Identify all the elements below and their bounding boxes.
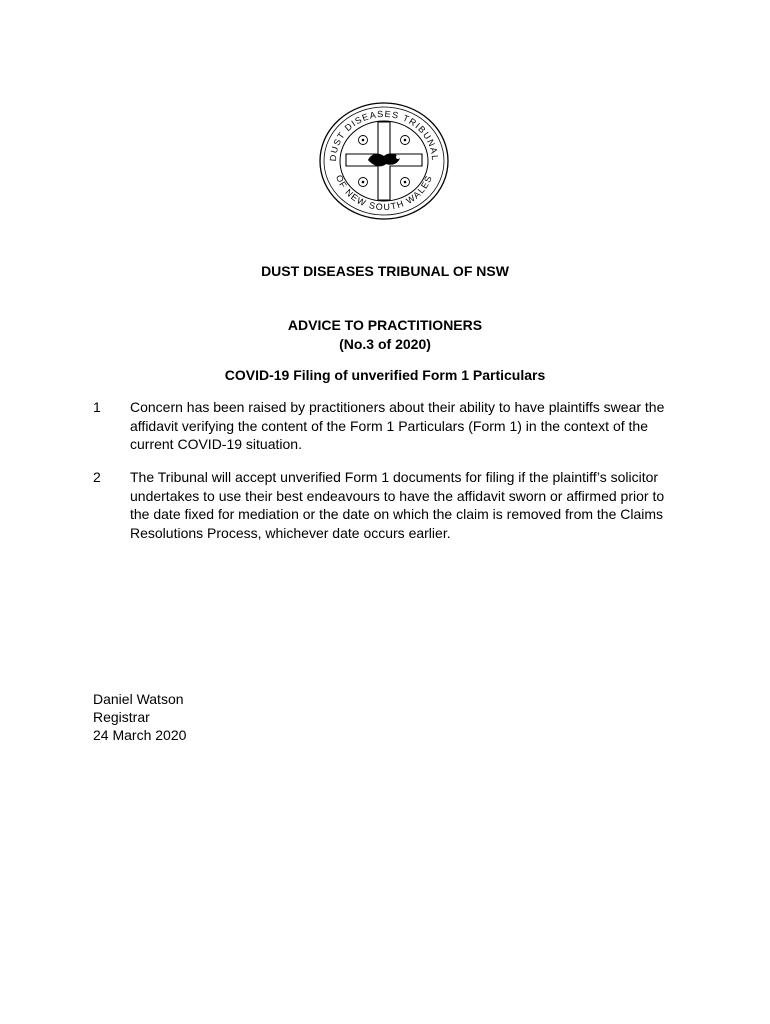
paragraph-number: 1 bbox=[93, 399, 101, 415]
paragraph-1 bbox=[93, 398, 683, 454]
tribunal-heading: DUST DISEASES TRIBUNAL OF NSW bbox=[261, 263, 509, 279]
advice-number: (No.3 of 2020) bbox=[339, 336, 431, 352]
tribunal-seal-icon bbox=[316, 100, 452, 222]
paragraph-text: The Tribunal will accept unverified Form 1 documents for filing if the plaintiff’s solicitor undertakes to use their best endeavours to have the affidavit sworn or affirmed prior to the date fixed for mediation or the date on which the claim is removed from the Claims Resolutions Process, whichever date occurs earlier. bbox=[130, 469, 665, 541]
signatory-name: Daniel Watson bbox=[93, 691, 184, 707]
signature-date: 24 March 2020 bbox=[93, 727, 187, 743]
paragraph-text: Concern has been raised by practitioners about their ability to have plaintiffs swear the affidavit verifying the content of the Form 1 Particulars (Form 1) in the context of the current COVID-19 situation. bbox=[130, 399, 665, 452]
paragraph-number: 2 bbox=[93, 469, 101, 485]
seal-ring-text-top: DUST DISEASES TRIBUNAL bbox=[327, 108, 441, 162]
paragraph-2 bbox=[93, 468, 683, 542]
advice-title: ADVICE TO PRACTITIONERS bbox=[287, 317, 483, 333]
signature-block bbox=[93, 690, 186, 744]
advice-subject: COVID-19 Filing of unverified Form 1 Particulars bbox=[224, 367, 546, 383]
seal-ring-text-bottom: OF NEW SOUTH WALES bbox=[333, 173, 435, 213]
signatory-title: Registrar bbox=[93, 709, 150, 725]
